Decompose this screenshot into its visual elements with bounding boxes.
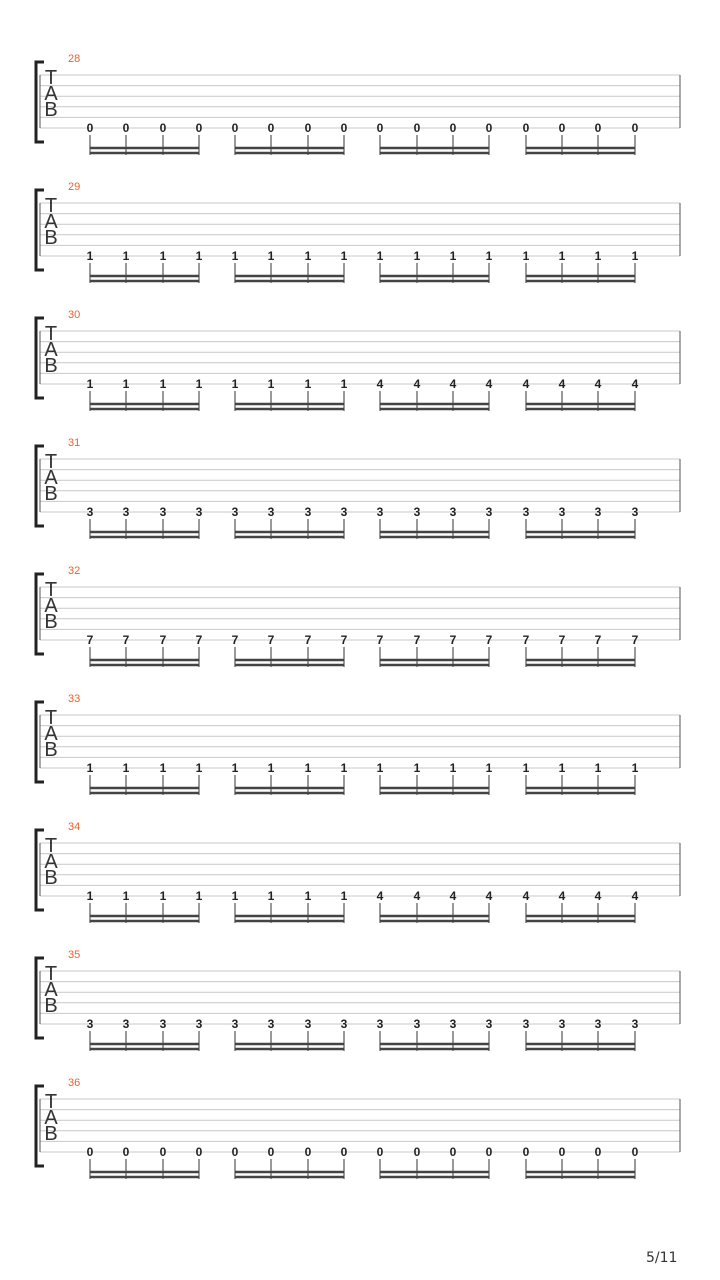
fret-number: 1	[122, 761, 130, 775]
fret-number: 1	[340, 377, 348, 391]
fret-number: 7	[304, 633, 312, 647]
fret-number: 1	[376, 249, 384, 263]
tab-clef-letter: T	[44, 323, 58, 345]
fret-number: 4	[485, 889, 493, 903]
fret-number: 1	[159, 249, 167, 263]
fret-number: 7	[376, 633, 384, 647]
fret-number: 3	[304, 1017, 312, 1031]
tab-clef-letter: T	[44, 707, 58, 729]
fret-number: 3	[376, 505, 384, 519]
fret-number: 0	[631, 1145, 639, 1159]
fret-number: 3	[631, 1017, 639, 1031]
fret-number: 3	[449, 1017, 457, 1031]
tab-clef-letter: T	[44, 579, 58, 601]
fret-number: 1	[195, 889, 203, 903]
fret-number: 4	[449, 889, 457, 903]
fret-number: 1	[159, 761, 167, 775]
tab-clef-letter: T	[44, 451, 58, 473]
fret-number: 4	[449, 377, 457, 391]
fret-number: 1	[594, 761, 602, 775]
tab-clef-letter: B	[44, 867, 58, 889]
fret-number: 0	[267, 121, 275, 135]
fret-number: 0	[304, 121, 312, 135]
fret-number: 7	[631, 633, 639, 647]
fret-number: 7	[122, 633, 130, 647]
fret-number: 1	[304, 761, 312, 775]
fret-number: 1	[413, 761, 421, 775]
fret-number: 0	[304, 1145, 312, 1159]
tab-system	[36, 181, 680, 283]
fret-number: 1	[376, 761, 384, 775]
fret-number: 1	[231, 377, 239, 391]
fret-number: 7	[159, 633, 167, 647]
fret-number: 7	[195, 633, 203, 647]
measure-number: 36	[68, 1077, 81, 1089]
fret-number: 7	[413, 633, 421, 647]
fret-number: 0	[159, 1145, 167, 1159]
fret-number: 1	[522, 249, 530, 263]
tab-clef-letter: T	[44, 963, 58, 985]
fret-number: 0	[122, 1145, 130, 1159]
fret-number: 4	[594, 889, 602, 903]
fret-number: 0	[340, 121, 348, 135]
fret-number: 3	[485, 505, 493, 519]
fret-number: 0	[522, 121, 530, 135]
fret-number: 0	[413, 1145, 421, 1159]
fret-number: 0	[195, 1145, 203, 1159]
fret-number: 1	[267, 889, 275, 903]
fret-number: 7	[485, 633, 493, 647]
fret-number: 4	[594, 377, 602, 391]
fret-number: 1	[195, 761, 203, 775]
fret-number: 0	[449, 121, 457, 135]
tab-system	[36, 949, 680, 1051]
fret-number: 3	[267, 1017, 275, 1031]
fret-number: 0	[449, 1145, 457, 1159]
fret-number: 4	[558, 377, 566, 391]
fret-number: 1	[485, 249, 493, 263]
fret-number: 1	[413, 249, 421, 263]
fret-number: 1	[267, 377, 275, 391]
fret-number: 4	[376, 889, 384, 903]
fret-number: 3	[195, 1017, 203, 1031]
fret-number: 1	[231, 761, 239, 775]
fret-number: 0	[376, 121, 384, 135]
fret-number: 4	[522, 889, 530, 903]
fret-number: 1	[195, 377, 203, 391]
fret-number: 1	[86, 249, 94, 263]
tab-clef-letter: B	[44, 611, 58, 633]
fret-number: 1	[522, 761, 530, 775]
fret-number: 3	[231, 505, 239, 519]
tab-system	[36, 309, 680, 411]
fret-number: 0	[122, 121, 130, 135]
measure-number: 31	[68, 437, 81, 449]
tab-clef-letter: A	[44, 595, 58, 617]
fret-number: 0	[594, 1145, 602, 1159]
fret-number: 4	[485, 377, 493, 391]
measure-number: 33	[68, 693, 81, 705]
fret-number: 1	[122, 249, 130, 263]
fret-number: 3	[631, 505, 639, 519]
tab-system	[36, 53, 680, 155]
fret-number: 7	[594, 633, 602, 647]
tab-clef-letter: A	[44, 851, 58, 873]
fret-number: 4	[413, 377, 421, 391]
fret-number: 1	[122, 377, 130, 391]
fret-number: 0	[86, 121, 94, 135]
fret-number: 0	[340, 1145, 348, 1159]
fret-number: 3	[558, 1017, 566, 1031]
tab-clef-letter: A	[44, 723, 58, 745]
fret-number: 1	[86, 889, 94, 903]
fret-number: 3	[304, 505, 312, 519]
fret-number: 3	[522, 1017, 530, 1031]
fret-number: 0	[558, 121, 566, 135]
tab-clef-letter: A	[44, 339, 58, 361]
fret-number: 0	[558, 1145, 566, 1159]
fret-number: 1	[631, 761, 639, 775]
fret-number: 3	[594, 1017, 602, 1031]
fret-number: 7	[558, 633, 566, 647]
fret-number: 0	[631, 121, 639, 135]
fret-number: 3	[159, 505, 167, 519]
tab-clef-letter: T	[44, 835, 58, 857]
fret-number: 4	[558, 889, 566, 903]
tab-clef-letter: B	[44, 483, 58, 505]
fret-number: 4	[631, 377, 639, 391]
fret-number: 7	[267, 633, 275, 647]
fret-number: 0	[231, 1145, 239, 1159]
tab-system	[36, 693, 680, 795]
fret-number: 1	[267, 761, 275, 775]
fret-number: 7	[522, 633, 530, 647]
tab-clef-letter: T	[44, 195, 58, 217]
tab-clef-letter: B	[44, 1123, 58, 1145]
page-number: 5/11	[646, 1250, 678, 1266]
measure-number: 28	[68, 53, 81, 65]
fret-number: 1	[558, 249, 566, 263]
fret-number: 3	[195, 505, 203, 519]
fret-number: 1	[159, 889, 167, 903]
measure-number: 35	[68, 949, 81, 961]
fret-number: 3	[340, 1017, 348, 1031]
fret-number: 4	[631, 889, 639, 903]
fret-number: 3	[376, 1017, 384, 1031]
tab-clef-letter: B	[44, 227, 58, 249]
fret-number: 4	[522, 377, 530, 391]
fret-number: 0	[485, 1145, 493, 1159]
tab-clef-letter: A	[44, 979, 58, 1001]
tab-system	[36, 565, 680, 667]
fret-number: 1	[195, 249, 203, 263]
fret-number: 1	[231, 249, 239, 263]
fret-number: 3	[558, 505, 566, 519]
fret-number: 1	[449, 249, 457, 263]
fret-number: 1	[86, 761, 94, 775]
tab-system	[36, 821, 680, 923]
fret-number: 0	[376, 1145, 384, 1159]
fret-number: 1	[449, 761, 457, 775]
fret-number: 1	[304, 377, 312, 391]
fret-number: 0	[159, 121, 167, 135]
fret-number: 3	[86, 1017, 94, 1031]
tab-system	[36, 1077, 680, 1179]
tab-clef-letter: A	[44, 1107, 58, 1129]
fret-number: 1	[631, 249, 639, 263]
measure-number: 29	[68, 181, 81, 193]
fret-number: 7	[340, 633, 348, 647]
fret-number: 1	[485, 761, 493, 775]
fret-number: 3	[159, 1017, 167, 1031]
fret-number: 0	[485, 121, 493, 135]
fret-number: 3	[413, 1017, 421, 1031]
tab-clef-letter: A	[44, 83, 58, 105]
fret-number: 1	[340, 889, 348, 903]
fret-number: 4	[376, 377, 384, 391]
fret-number: 1	[122, 889, 130, 903]
fret-number: 0	[267, 1145, 275, 1159]
measure-number: 30	[68, 309, 81, 321]
fret-number: 1	[267, 249, 275, 263]
tab-system	[36, 437, 680, 539]
fret-number: 3	[86, 505, 94, 519]
fret-number: 3	[522, 505, 530, 519]
tab-clef-letter: B	[44, 739, 58, 761]
fret-number: 1	[558, 761, 566, 775]
fret-number: 1	[231, 889, 239, 903]
fret-number: 0	[195, 121, 203, 135]
fret-number: 7	[231, 633, 239, 647]
fret-number: 3	[340, 505, 348, 519]
fret-number: 3	[122, 505, 130, 519]
fret-number: 3	[449, 505, 457, 519]
fret-number: 1	[594, 249, 602, 263]
fret-number: 3	[413, 505, 421, 519]
fret-number: 7	[86, 633, 94, 647]
fret-number: 3	[485, 1017, 493, 1031]
fret-number: 4	[413, 889, 421, 903]
fret-number: 0	[413, 121, 421, 135]
fret-number: 0	[231, 121, 239, 135]
fret-number: 1	[159, 377, 167, 391]
fret-number: 0	[86, 1145, 94, 1159]
tab-clef-letter: A	[44, 211, 58, 233]
fret-number: 1	[340, 761, 348, 775]
fret-number: 0	[594, 121, 602, 135]
fret-number: 1	[304, 889, 312, 903]
fret-number: 1	[86, 377, 94, 391]
fret-number: 3	[231, 1017, 239, 1031]
tab-clef-letter: T	[44, 1091, 58, 1113]
tab-clef-letter: B	[44, 99, 58, 121]
fret-number: 1	[340, 249, 348, 263]
fret-number: 0	[522, 1145, 530, 1159]
fret-number: 3	[122, 1017, 130, 1031]
fret-number: 3	[594, 505, 602, 519]
fret-number: 7	[449, 633, 457, 647]
tab-clef-letter: B	[44, 995, 58, 1017]
fret-number: 1	[304, 249, 312, 263]
measure-number: 34	[68, 821, 81, 833]
tab-clef-letter: A	[44, 467, 58, 489]
measure-number: 32	[68, 565, 81, 577]
tab-clef-letter: B	[44, 355, 58, 377]
tab-clef-letter: T	[44, 67, 58, 89]
fret-number: 3	[267, 505, 275, 519]
